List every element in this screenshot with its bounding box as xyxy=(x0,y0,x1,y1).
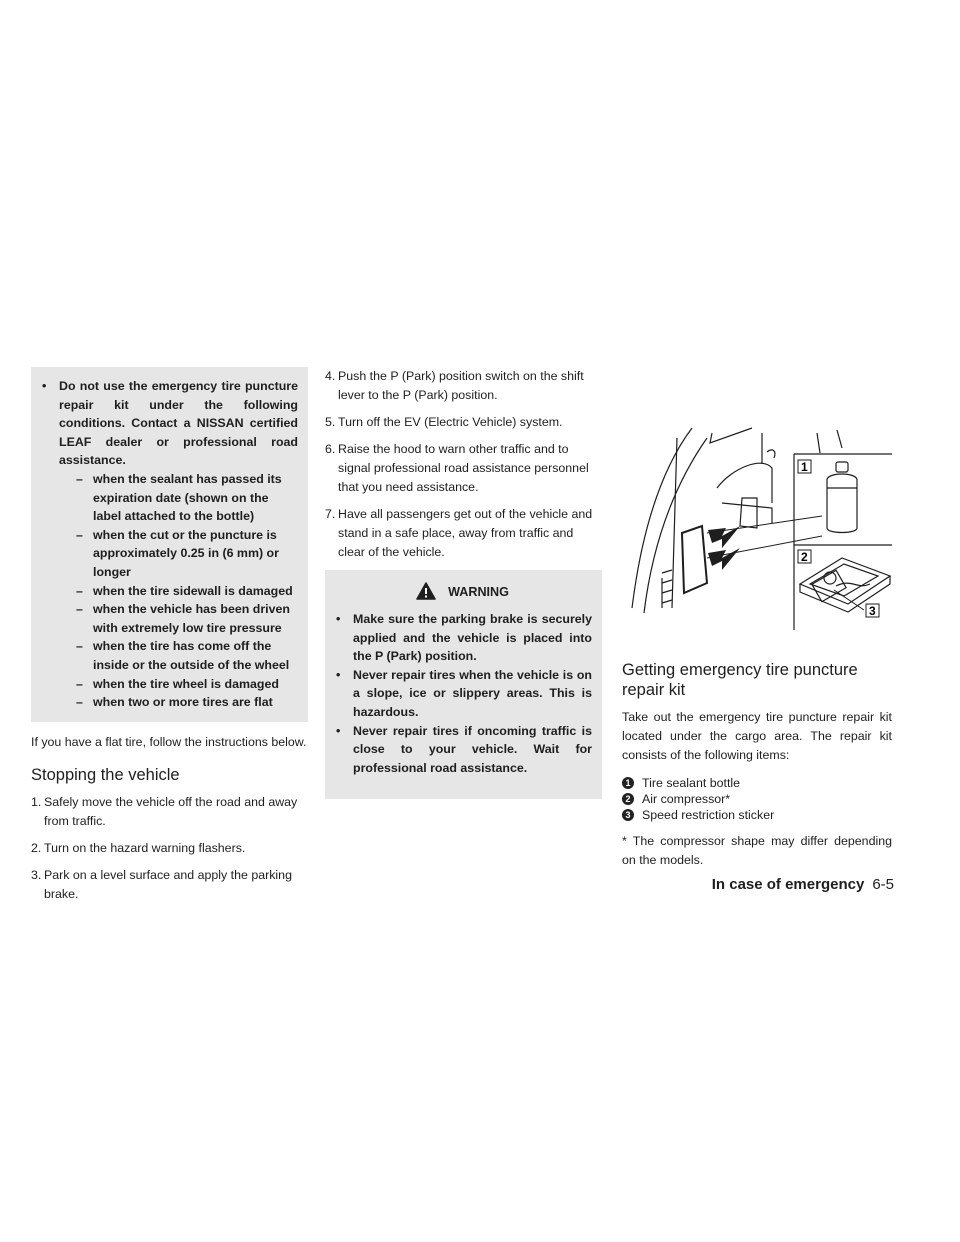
intro-text: If you have a flat tire, follow the instructions below. xyxy=(31,734,307,749)
number-badge: 1 xyxy=(622,777,634,789)
step-item: 2. Turn on the hazard warning flashers. xyxy=(31,840,246,855)
condition-item: – when the vehicle has been driven with extremely low tire pressure xyxy=(76,602,290,635)
repair-kit-text: Take out the emergency tire puncture repair kit located under the cargo area. The repair kit consists of the following items: xyxy=(622,710,892,762)
svg-text:3: 3 xyxy=(869,604,876,618)
caution-main-text: Do not use the emergency tire puncture repair kit under the following conditions. Contact a NISSAN certified LEAF dealer or professional road assistance. xyxy=(59,379,298,468)
caution-item xyxy=(39,377,298,712)
kit-item: 1 Tire sealant bottle xyxy=(622,775,892,791)
condition-item: – when the sealant has passed its expiration date (shown on the label attached to the bottle) xyxy=(76,471,282,524)
callout-2 xyxy=(798,550,811,564)
kit-item: 3 Speed restriction sticker xyxy=(622,807,892,823)
condition-item: – when the cut or the puncture is approximately 0.25 in (6 mm) or longer xyxy=(76,527,279,579)
callout-1 xyxy=(798,460,811,474)
condition-item: – when two or more tires are flat xyxy=(76,695,273,710)
warning-triangle-icon xyxy=(416,582,436,600)
condition-item: – when the tire has come off the inside or the outside of the wheel xyxy=(76,639,290,672)
step-item: 5. Turn off the EV (Electric Vehicle) system. xyxy=(325,415,563,429)
warning-box xyxy=(325,570,602,799)
condition-item: – when the tire sidewall is damaged xyxy=(76,583,293,598)
footnote: * The compressor shape may differ depending on the models. xyxy=(622,834,892,867)
warning-item: • Never repair tires when the vehicle is on a slope, ice or slippery areas. This is hazardous. xyxy=(336,667,592,719)
warning-header xyxy=(333,582,592,602)
caution-box xyxy=(31,367,308,722)
kit-items-legend xyxy=(622,775,892,823)
condition-list xyxy=(59,470,298,712)
warning-title: WARNING xyxy=(448,585,509,599)
footer-section-title: In case of emergency xyxy=(711,876,865,893)
page-footer xyxy=(712,876,894,893)
warning-item: • Make sure the parking brake is securely applied and the vehicle is placed into the P (Park) position. xyxy=(336,612,592,664)
sealant-bottle-icon xyxy=(827,462,857,533)
steps-list-part1 xyxy=(31,793,308,904)
callout-3 xyxy=(866,604,879,618)
repair-kit-illustration xyxy=(622,408,892,630)
number-badge: 3 xyxy=(622,809,634,821)
warning-item: • Never repair tires if oncoming traffic is close to your vehicle. Wait for professional road assistance. xyxy=(336,723,592,775)
step-item: 4. Push the P (Park) position switch on the shift lever to the P (Park) position. xyxy=(325,369,584,402)
page-number: 6-5 xyxy=(872,876,894,893)
kit-item: 2 Air compressor* xyxy=(622,791,892,807)
steps-list-part2 xyxy=(325,367,602,562)
svg-text:2: 2 xyxy=(801,550,808,564)
column-left xyxy=(31,367,308,912)
step-item: 6. Raise the hood to warn other traffic and to signal professional road assistance personnel that you need assistance. xyxy=(325,442,589,494)
step-item: 7. Have all passengers get out of the vehicle and stand in a safe place, away from traffic and clear of the vehicle. xyxy=(325,507,593,559)
section-heading-stopping: Stopping the vehicle xyxy=(31,765,180,784)
section-heading-repair-kit: Getting emergency tire puncture repair kit xyxy=(622,661,858,699)
step-item: 1. Safely move the vehicle off the road and away from traffic. xyxy=(31,794,298,828)
column-right xyxy=(622,388,892,870)
svg-text:1: 1 xyxy=(801,460,808,474)
column-middle xyxy=(325,367,602,799)
condition-item: – when the tire wheel is damaged xyxy=(76,676,279,691)
step-item: 3. Park on a level surface and apply the parking brake. xyxy=(31,867,292,901)
number-badge: 2 xyxy=(622,793,634,805)
